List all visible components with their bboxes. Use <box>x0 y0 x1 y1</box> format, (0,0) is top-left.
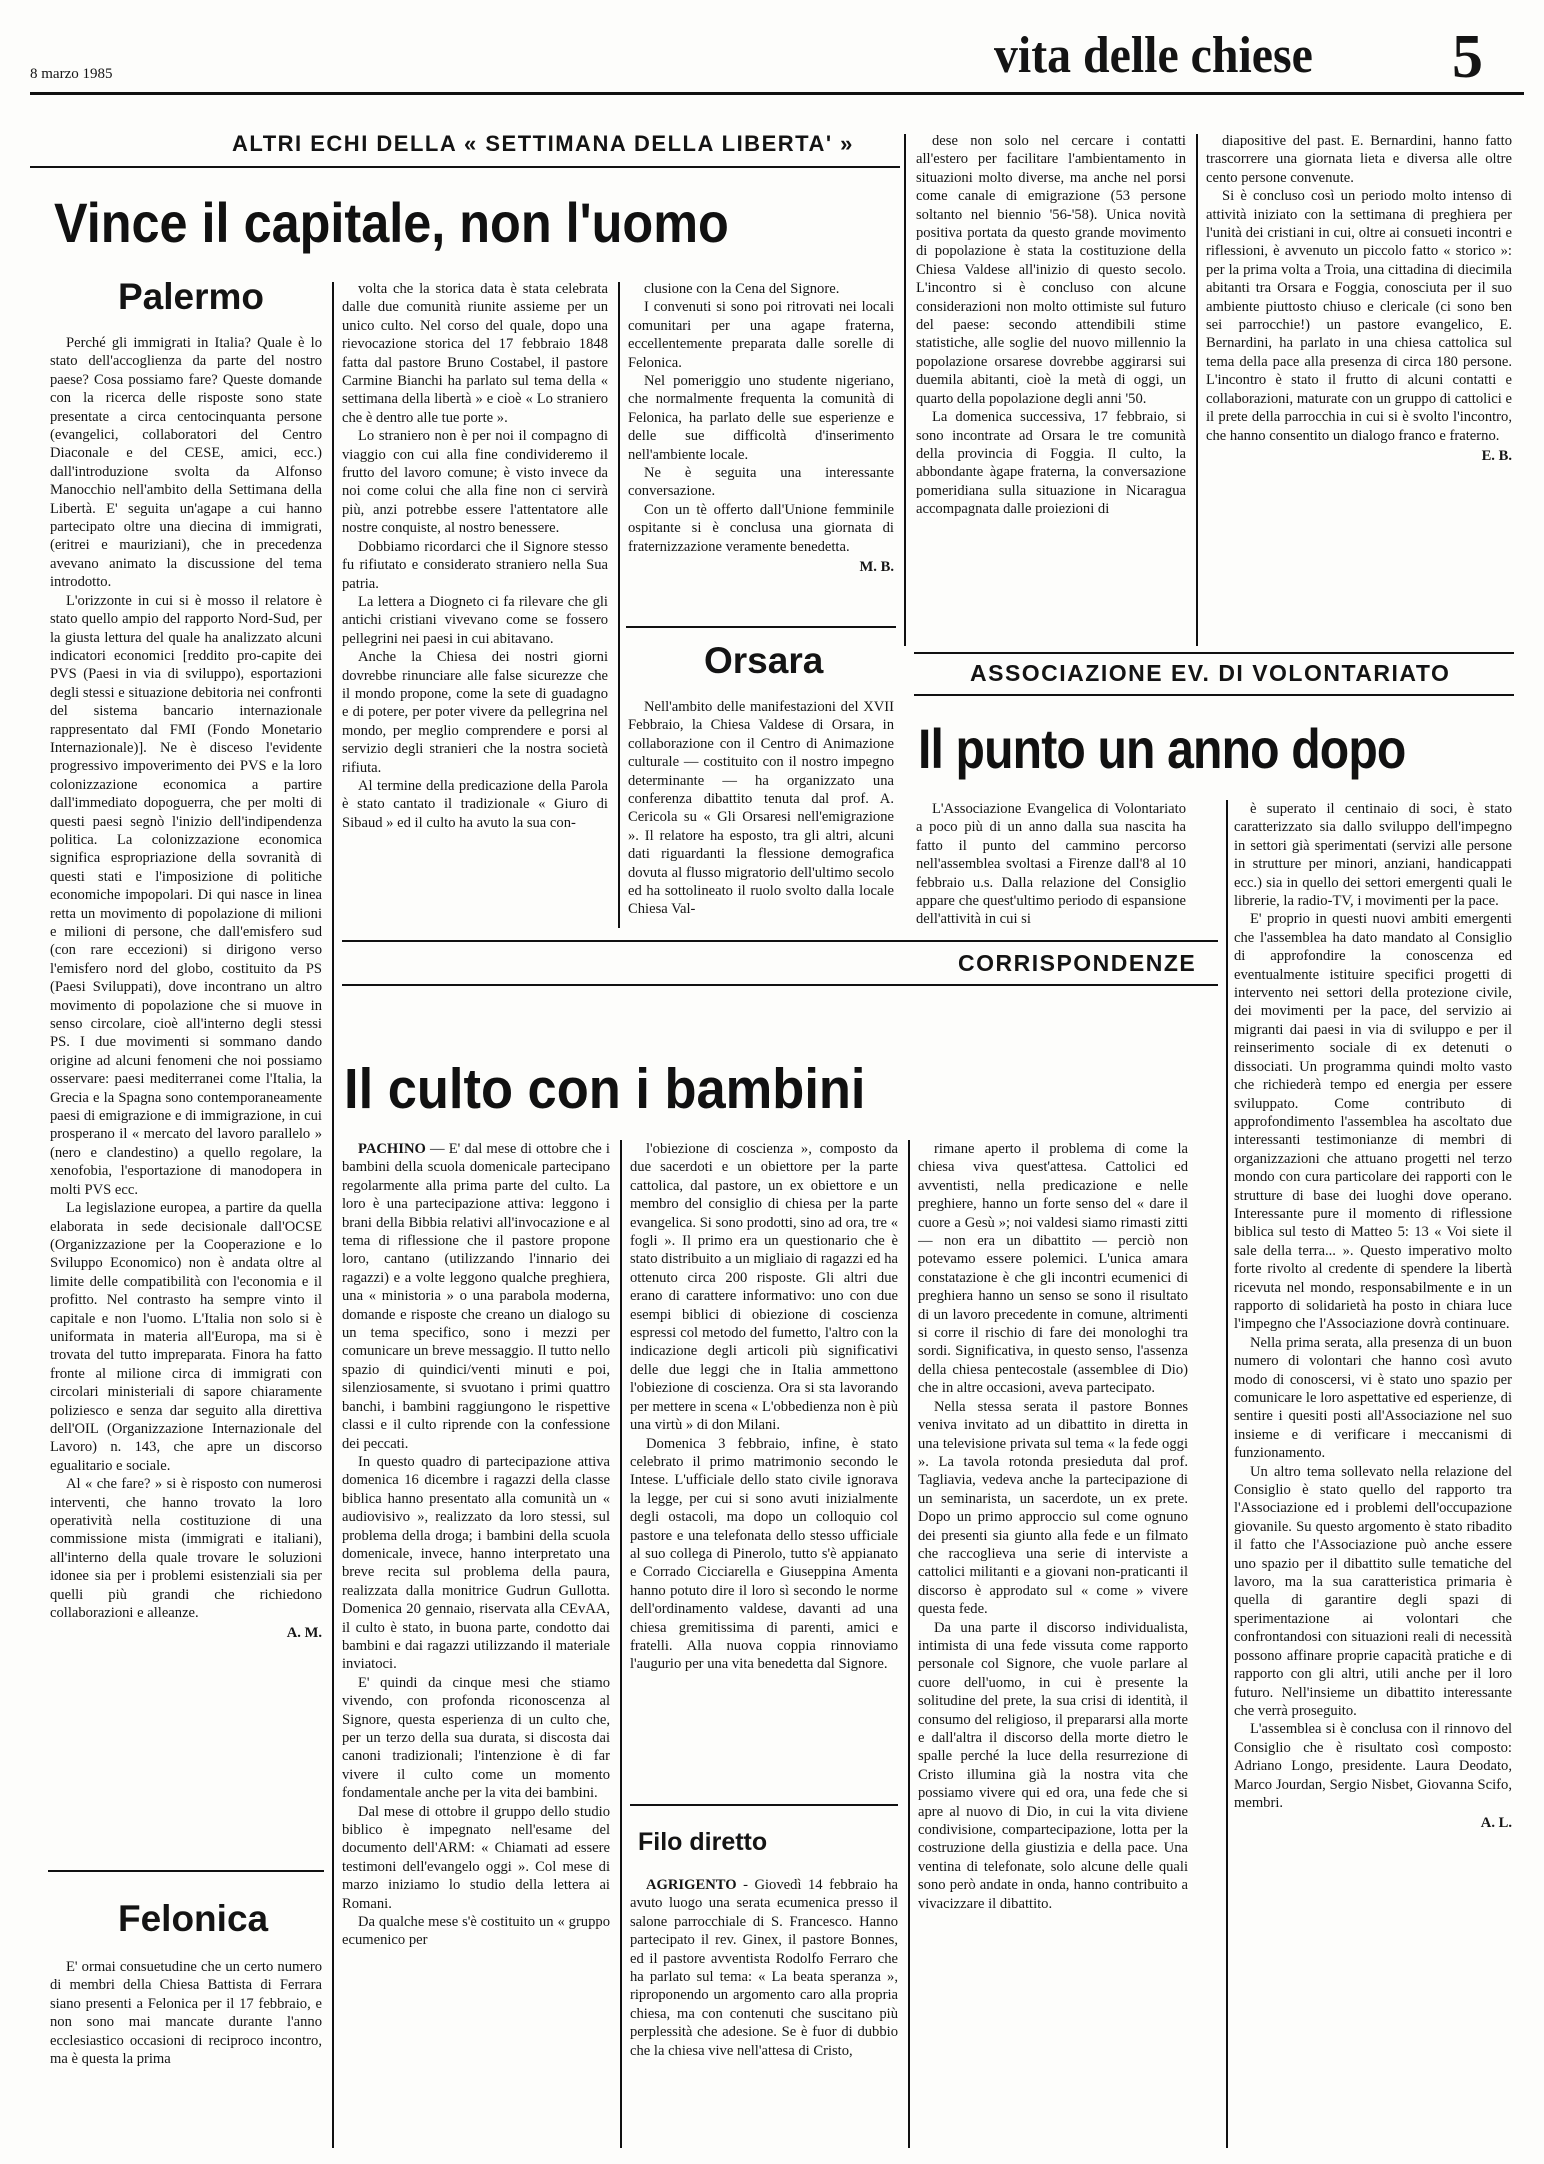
kicker-rule <box>30 166 900 168</box>
culto-column-2 <box>630 1140 898 1800</box>
pachino-lead: — E' dal mese di ottobre che i bambini della scuola domenicale partecipano regolarmente alla prima parte del culto. La loro è una partecipazione attiva: leggono i brani della Bibbia relativi all'invocazione e al tema di riflessione che il pastore propone loro, cantano (utilizzando l'innario dei ragazzi) e a volte leggono qualche preghiera, una « ministoria » o una parabola moderna, domande e risposte che creano un dialogo su un tema specifico, sono i mezzi per comunicare un breve messaggio. Il tutto nello spazio di quindici/venti minuti e poi, silenziosamente, si svuotano i primi quattro banchi, i bambini raggiungono le rispettive classi e il culto riprende con la confessione dei peccati. <box>342 1141 610 1452</box>
paragraph: Nella stessa serata il pastore Bonnes veniva invitato ad un dibattito in diretta in una televisione privata sul tema « la fede oggi ». La tavola rotonda presieduta dal prof. Tagliavia, vedeva anche la partecipazione di un seminarista, un sacerdote, un ex prete. Dopo un primo approccio sul come ognuno dei presenti sia giunto alla fede e un filmato che raccoglieva una serie di interviste a cattolici militanti e a giovani non-praticanti il discorso è approdato sul « come » vivere questa fede. <box>918 1398 1188 1618</box>
felonica-continued-body <box>342 280 608 832</box>
pachino-dateline: PACHINO <box>358 1141 426 1157</box>
culto-column-3 <box>918 1140 1188 2150</box>
agrigento-dateline: AGRIGENTO <box>646 1877 737 1893</box>
paragraph: L'assemblea si è conclusa con il rinnovo del Consiglio che è risultato così composto: Adriano Longo, presidente. Laura Deodato, Marco Jourdan, Sergio Nisbet, Giovanna Scifo, membri. <box>1234 1721 1512 1811</box>
paragraph: E' proprio in questi nuovi ambiti emergenti che l'assemblea ha dato mandato al Consiglio di approfondire la conoscenza ed eventualmente istituire specifici progetti di intervento nei settori della protezione civile, dei movimenti per la pace, del servizio ai migranti dai paesi in via di sviluppo e per il reinserimento sociale di ex detenuti o dissociati. Un programma quindi molto vasto che richiederà tempo ed energia per essere sviluppato. Come contributo di approfondimento l'assemblea ha ascoltato due interessanti testimonianze di membri di organizzazioni che attuano progetti nel terzo mondo con cura particolare dei rapporti con le strutture di base dei luoghi dove operano. Interessante pure il momento di riflessione biblica sul testo di Matteo 5: 13 « Voi siete il sale della terra... ». Questo imperativo molto forte rivolto al credente di spendere la libertà ricevuta nel mondo, responsabilmente e in un rapporto di solidarietà ha posto in chiara luce l'impegno che l'Associazione dovrà continuare. <box>1234 911 1512 1333</box>
paragraph: Al « che fare? » si è risposto con numerosi interventi, che hanno trovato la loro operatività nella costituzione di una commissione mista (immigrati e italiani), all'interno della quale trovare le soluzioni idonee sia per i problemi esistenziali sia per quelli più grandi che richiedono collaborazioni e alleanze. <box>50 1476 322 1622</box>
volontariato-kicker: ASSOCIAZIONE EV. DI VOLONTARIATO <box>970 660 1451 686</box>
paragraph: L'orizzonte in cui si è mosso il relatore è stato quello ampio del rapporto Nord-Sud, per la giusta lettura del quale ha analizzato alcuni indicatori economici [reddito pro-capite dei PVS (Paesi in via di sviluppo), esportazioni degli stessi e situazione debitoria nei confronti del sistema bancario internazionale rappresentato dal FMI (Fondo Monetario Internazionale)]. Ne è disceso l'evidente progressivo impoverimento dei PVS e la loro colonizzazione economica a partire dall'immediato dopoguerra, che per molti di questi paesi segnò l'inizio dell'indipendenza politica. La colonizzazione economica significa espropriazione della sovranità di questi stati e l'imposizione di politiche economiche impopolari. Di qui nasce in linea retta un movimento di popolazione di milioni e milioni di persone, che dall'emisfero sud (con rare eccezioni) si dirigono verso l'emisfero nord del globo, costituito da PS (Paesi Sviluppati), dove incontrano un altro movimento di popolazione che si muove in senso circolare, cioè all'interno degli stessi PS. I due movimenti si sommano dando origine ad alcuni fenomeni che noi possiamo osservare: paesi mediterranei come l'Italia, la Grecia e la Spagna sono contemporaneamente paesi di emigrazione e di immigrazione, in cui prosperano il « mercato del lavoro parallelo » (nero e clandestino) a quello regolare, la xenofobia, l'esportazione di manodopera in molti PVS ecc. <box>50 592 322 1198</box>
filo-diretto-title: Filo diretto <box>638 1828 768 1856</box>
culto-p5: Da qualche mese s'è costituito un « gruppo ecumenico per <box>342 1914 610 1949</box>
article-capitale-kicker: ALTRI ECHI DELLA « SETTIMANA DELLA LIBERTA' » <box>232 131 854 156</box>
orsara-end-body <box>1206 132 1512 445</box>
culto-headline: Il culto con i bambini <box>344 1057 866 1121</box>
col-divider-3 <box>904 134 906 646</box>
felonica-subhead: Felonica <box>118 1898 269 1939</box>
paragraph: dese non solo nel cercare i contatti all'estero per facilitare l'ambientamento in situazioni molto diverse, ma anche nel porsi come canale di emigrazione (53 persone soltanto nel biennio '56-'58). Unica novità positiva portata da questo grande movimento di popolazione è stata la costituzione della Chiesa Valdese all'inizio di questo secolo. L'incontro si è concluso con alcune considerazioni non molto ottimiste sul futuro del paese: secondo attendibili stime statistiche, alle soglie del nuovo millennio la popolazione orsarese dovrebbe aggirarsi sui duemila abitanti, cioè la metà di oggi, un quarto della popolazione degli anni '50. <box>916 133 1186 407</box>
paragraph: Si è concluso così un periodo molto intenso di attività iniziato con la settimana di preghiera per l'unità dei cristiani in cui, oltre ai consueti incontri e riflessioni, è avvenuto un piccolo fatto « storico »: per la prima volta a Troia, una cittadina di diecimila abitanti tra Orsara e Foggia, conosciuta per il suo ambiente piuttosto chiuso e clericale (ci sono ben sei parrocchie!) un pastore evangelico, E. Bernardini, ha parlato in una chiesa cattolica sul tema della pace alla presenza di circa 180 persone. L'incontro è stato il frutto di alcuni contatti e collaborazioni, maturate con un gruppo di cattolici e il prete della parrocchia in cui si è svolto l'incontro, che hanno consentito un dialogo franco e fraterno. <box>1206 188 1512 444</box>
article-capitale-headline: Vince il capitale, non l'uomo <box>54 191 729 254</box>
paragraph: clusione con la Cena del Signore. <box>644 281 840 297</box>
filo-top-rule <box>630 1804 898 1806</box>
paragraph: Un altro tema sollevato nella relazione del Consiglio è stato quello del rapporto tra l'Associazione ed i problemi dell'occupazione giovanile. Su questo argomento è stato ribadito il fatto che l'Associazione può anche essere uno spazio per il dibattito sulle tematiche del lavoro, ma la sua caratteristica primaria è quella di garantire degli spazi di sperimentazione ai volontari che confrontandosi con situazioni reali di necessità possono affinare proprie capacità pratiche e di rapporto con gli altri, utili anche per il loro futuro. Nell'insieme un dibattito interessante che verrà proseguito. <box>1234 1463 1512 1719</box>
paragraph: E' ormai consuetudine che un certo numero di membri della Chiesa Battista di Ferrara siano presenti a Felonica per il 17 febbraio, e non sono mai mancate durante l'anno ecclesiastico occasioni di reciproco incontro, ma è questa la prima <box>50 1959 322 2068</box>
paragraph: Dobbiamo ricordarci che il Signore stesso fu rifiutato e considerato straniero nella Sua patria. <box>342 538 608 592</box>
culto-body-2 <box>630 1140 898 1674</box>
felonica-end-body <box>628 280 894 556</box>
paragraph: Perché gli immigrati in Italia? Quale è lo stato dell'accoglienza da parte del nostro paese? Cosa possiamo fare? Queste domande con la ricerca delle risposte sono state presentate a circa centocinquanta persone (evangelici, collaboratori del Centro Diaconale e del CESE, amici, ecc.) dall'introduzione svolta da Alfonso Manocchio nell'ambito della Settimana della Libertà. E' seguita un'agape a cui hanno partecipato oltre una diecina di immigrati, (eritrei e mauriziani), che in precedenza avevano animato la discussione del tema introdotto. <box>50 335 322 591</box>
felonica-column <box>50 1958 322 2148</box>
orsara-continued-column <box>916 132 1186 646</box>
paragraph: L'Associazione Evangelica di Volontariato a poco più di un anno dalla sua nascita ha fatto il punto del cammino percorso nell'assemblea svoltasi a Firenze dall'8 al 10 febbraio u.s. Dalla relazione del Consiglio appare che quest'ultimo periodo di espansione dell'attività in cui si <box>916 801 1186 928</box>
col-divider-7 <box>908 1140 910 2148</box>
paragraph: Nell'ambito delle manifestazioni del XVII Febbraio, la Chiesa Valdese di Orsara, in collaborazione con il Centro di Animazione culturale — costituito con il nostro impegno determinante — ha organizzato una conferenza dibattito tenuta dal prof. A. Cericola su « Gli Orsaresi nell'emigrazione ». Il relatore ha esposto, tra gli altri, alcuni dati riguardanti la flessione demografica dovuta al flusso migratorio dell'ultimo secolo ed ha sottolineato il ruolo svolto dalla locale Chiesa Val- <box>628 699 894 918</box>
col-divider-5 <box>1226 800 1228 2148</box>
felonica-continued-column <box>342 280 608 928</box>
paragraph: La domenica successiva, 17 febbraio, si sono incontrate ad Orsara le tre comunità della provincia di Foggia. Il culto, la abbondante àgape fraterna, la conversazione pomeridiana sulla situazione in Nicaragua accompagnata dalle proiezioni di <box>916 409 1186 518</box>
paragraph: Nella prima serata, alla presenza di un buon numero di volontari che hanno così avuto modo di conoscersi, vi è stato uno spazio per comunicare le loro aspettative ed esperienze, di sentire i quesiti posti all'Associazione nel suo insieme e di verificare i meccanismi di funzionamento. <box>1234 1334 1512 1462</box>
orsara-subhead: Orsara <box>704 640 824 681</box>
col-divider-1 <box>332 282 334 2148</box>
orsara-body <box>628 698 894 919</box>
palermo-felonica-rule <box>48 1870 324 1872</box>
paragraph: Da una parte il discorso individualista, intimista di una fede vissuta come rapporto personale col Signore, che vuole parlare al cuore dell'uomo, in cui è presente la solitudine del prete, la sua crisi di identità, il consumo del religioso, il prepararsi alla morte e dall'altra il discorso della morte dietro le spalle perché la luce della resurrezione di Cristo illumina già la nostra vita che possiamo vivere qui ed ora, una fede che si apre al nuovo di Dio, in cui la vita diviene condivisione, compartecipazione, lotta per la costruzione della giustizia e della pace. Una ventina di telefonate, solo alcune delle quali sono però andate in onda, hanno contribuito a vivacizzare il dibattito. <box>918 1619 1188 1912</box>
col-divider-4 <box>1196 134 1198 646</box>
felonica-end-column <box>628 280 894 628</box>
felonica-signature: M. B. <box>859 559 894 576</box>
volontariato-headline: Il punto un anno dopo <box>918 717 1406 780</box>
masthead-rule <box>30 92 1524 95</box>
paragraph: La legislazione europea, a partire da quella elaborata in sede decisionale dall'OCSE (Organizzazione per la Cooperazione e lo Sviluppo Economico) non è andata oltre al limite delle compatibilità con l'economia e il profitto. Nel contrasto ha sempre vinto il capitale e non l'uomo. L'Italia non solo si è uniformata in materia all'Europa, ma si è trovata del tutto impreparata. Finora ha fatto fronte al milione circa di immigrati con circolari ministeriali di sapore chiaramente poliziesco e senza dar seguito alla direttiva dell'OIL (Organizzazione Internazionale del Lavoro) n. 143, che apre un discorso egualitario e sociale. <box>50 1200 322 1474</box>
col-divider-2 <box>618 282 620 928</box>
culto-body-3 <box>918 1140 1188 1913</box>
orsara-end-column <box>1206 132 1512 646</box>
culto-kicker-rule <box>342 984 1218 986</box>
volontariato-body-a <box>916 800 1186 929</box>
culto-kicker: CORRISPONDENZE <box>958 950 1197 976</box>
culto-body-1 <box>342 1140 610 1950</box>
palermo-body <box>50 334 322 1622</box>
palermo-column <box>50 334 322 1848</box>
paragraph: rimane aperto il problema di come la chiesa viva quest'attesa. Cattolici ed avventisti, nella predicazione e nelle preghiere, hanno un forte senso del « dare il cuore a Gesù »; noi valdesi siamo rimasti zitti — non era un dibattito — perciò non potevamo essere polemici. L'unica amara constatazione è che gli incontri ecumenici di preghiera hanno un senso se sono il risultato di un lavoro precedente in comune, altrimenti si corre il rischio di fare dei monologhi tra sordi. Significativa, in questo senso, l'assenza della chiesa pentecostale (assemblee di Dio) che in altre occasioni, aveva partecipato. <box>918 1141 1188 1397</box>
volontariato-top-rule <box>914 652 1514 654</box>
issue-date: 8 marzo 1985 <box>30 66 113 82</box>
paragraph: volta che la storica data è stata celebrata dalle due comunità riunite assieme per un unico culto. Nel corso del quale, dopo una rievocazione storica del 17 febbraio 1848 fatta dal pastore Bruno Costabel, il pastore Carmine Bianchi ha parlato sul tema della « settimana della libertà » e cioè « Lo straniero che è dentro alle tue porte ». <box>342 281 608 426</box>
culto-p4: Dal mese di ottobre il gruppo dello studio biblico è impegnato nell'esame del documento dell'ARM: « Chiamati ad essere testimoni dell'evangelo oggi ». Col mese di marzo iniziamo lo studio della lettera ai Romani. <box>342 1803 610 1912</box>
volontariato-signature: A. L. <box>1480 1815 1512 1832</box>
volontariato-kicker-rule <box>914 694 1514 696</box>
paragraph: La lettera a Diogneto ci fa rilevare che gli antichi cristiani vivevano come se fossero pellegrini nei paesi in cui abitavano. <box>342 593 608 647</box>
culto-p2: In questo quadro di partecipazione attiva domenica 16 dicembre i ragazzi della classe biblica hanno presentato alla comunità un « audiovisivo », realizzato da loro stessi, sul problema della droga; i bambini della scuola domenicale, invece, hanno interpretato una breve recita sul problema della paura, realizzata dalla monitrice Gudrun Gullotta. Domenica 20 gennaio, riservata alla CEvAA, il culto è stato, in buona parte, condotto dai bambini e dai ragazzi utilizzando il materiale inviatoci. <box>342 1453 610 1673</box>
paragraph: diapositive del past. E. Bernardini, hanno fatto trascorrere una giornata lieta e diversa alle oltre cento persone convenute. <box>1206 133 1512 186</box>
orsara-continued-body <box>916 132 1186 519</box>
orsara-signature: E. B. <box>1481 447 1512 464</box>
palermo-subhead: Palermo <box>118 276 265 317</box>
paragraph: Lo straniero non è per noi il compagno di viaggio con cui alla fine condivideremo il frutto del lavoro comune; è visto invece da noi come colui che alla fine non ci servirà più, anzi potrebbe essere l'attentatore alle nostre conquiste, al nostro benessere. <box>342 428 608 537</box>
agrigento-lead: - Giovedì 14 febbraio ha avuto luogo una serata ecumenica presso il salone parrocchiale di S. Francesco. Hanno partecipato il rev. Ginex, il pastore Bonnes, ed il pastore avventista Rodolfo Ferraro che ha parlato sul tema: « La beata speranza », riproponendo un argomento caro alla propria chiesa, ma con contenuti che suscitano più perplessità che adesione. Se è fuor di dubbio che la chiesa vive nell'attesa di Cristo, <box>630 1877 898 2059</box>
paragraph: Al termine della predicazione della Parola è stato cantato il tradizionale « Giuro di Sibaud » ed il culto ha avuto la sua con- <box>342 777 608 831</box>
volontariato-body-b <box>1234 800 1512 1812</box>
palermo-signature: A. M. <box>286 1625 322 1642</box>
orsara-column <box>628 698 894 928</box>
filo-column <box>630 1876 898 2148</box>
volontariato-column-b <box>1234 800 1512 2150</box>
page-number: 5 <box>1452 23 1483 91</box>
paragraph: Anche la Chiesa dei nostri giorni dovrebbe rinunciare alle false sicurezze che il mondo propone, come la sete di guadagno e di potere, per poter vivere da pellegrina nel mondo, per meglio comprendere e porsi al servizio degli stranieri che la nostra società rifiuta. <box>342 649 608 776</box>
paragraph: I convenuti si sono poi ritrovati nei locali comunitari per una agape fraterna, eccellentemente preparata dalle sorelle di Felonica. <box>628 299 894 371</box>
culto-column-1 <box>342 1140 610 2150</box>
paragraph: Domenica 3 febbraio, infine, è stato celebrato il primo matrimonio secondo le Intese. L'ufficiale dello stato civile ignorava la legge, per cui si sono avuti inizialmente degli ostacoli, ma dopo un colloquio col pastore e una telefonata dello stesso ufficiale al suo collega di Pinerolo, tutto s'è appianato e Corrado Cicciarella e Giuseppina Amenta hanno potuto dire il loro sì secondo le norme dell'ordinamento valdese, davanti ad una chiesa gremitissima di parenti, amici e fratelli. Alla nuova coppia rinnoviamo l'augurio per una vita benedetta dal Signore. <box>630 1435 898 1673</box>
paragraph: Nel pomeriggio uno studente nigeriano, che normalmente frequenta la comunità di Felonica, ha parlato delle sue esperienze e delle sue difficoltà d'inserimento nell'ambiente locale. <box>628 373 894 463</box>
culto-top-rule <box>342 940 1218 942</box>
paragraph: è superato il centinaio di soci, è stato caratterizzato sia dallo sviluppo dell'impegno in settori già sperimentati (servizi alle persone in strutture per minori, anziani, handicappati ecc.) sia in quello dei settori emergenti quali le librerie, la radio-TV, i movimenti per la pace. <box>1234 801 1512 910</box>
paragraph: l'obiezione di coscienza », composto da due sacerdoti e un obiettore per la parte cattolica, dal pastore, un ex obiettore e un membro del consiglio di chiesa per la parte evangelica. Si sono prodotti, sino ad ora, tre « fogli ». Il primo era un questionario che è stato distribuito a un migliaio di ragazzi ed ha ottenuto circa 200 risposte. Gli altri due erano di carattere informativo: uno con due esempi biblici di obiezione di coscienza espressi col metodo del fumetto, l'altro con la indicazione degli articoli più significativi delle due leggi che in Italia ammettono l'obiezione di coscienza. Ora si sta lavorando per mettere in scena « L'obbedienza non è più una virtù » di don Milani. <box>630 1141 898 1434</box>
section-title: vita delle chiese <box>994 27 1313 84</box>
felonica-body <box>50 1958 322 2068</box>
culto-p3: E' quindi da cinque mesi che stiamo vivendo, con profonda riconoscenza al Signore, questa esperienza di un culto che, per un terzo della sua durata, si discosta dai canoni tradizionali; l'intenzione è di far vivere il culto come un momento fondamentale anche per la vita dei bambini. <box>342 1674 610 1802</box>
paragraph: Ne è seguita una interessante conversazione. <box>628 465 894 500</box>
felonica-orsara-rule <box>626 626 896 628</box>
paragraph: Con un tè offerto dall'Unione femminile ospitante si è conclusa una giornata di fraternizzazione veramente benedetta. <box>628 501 894 555</box>
col-divider-6 <box>620 1140 622 2148</box>
